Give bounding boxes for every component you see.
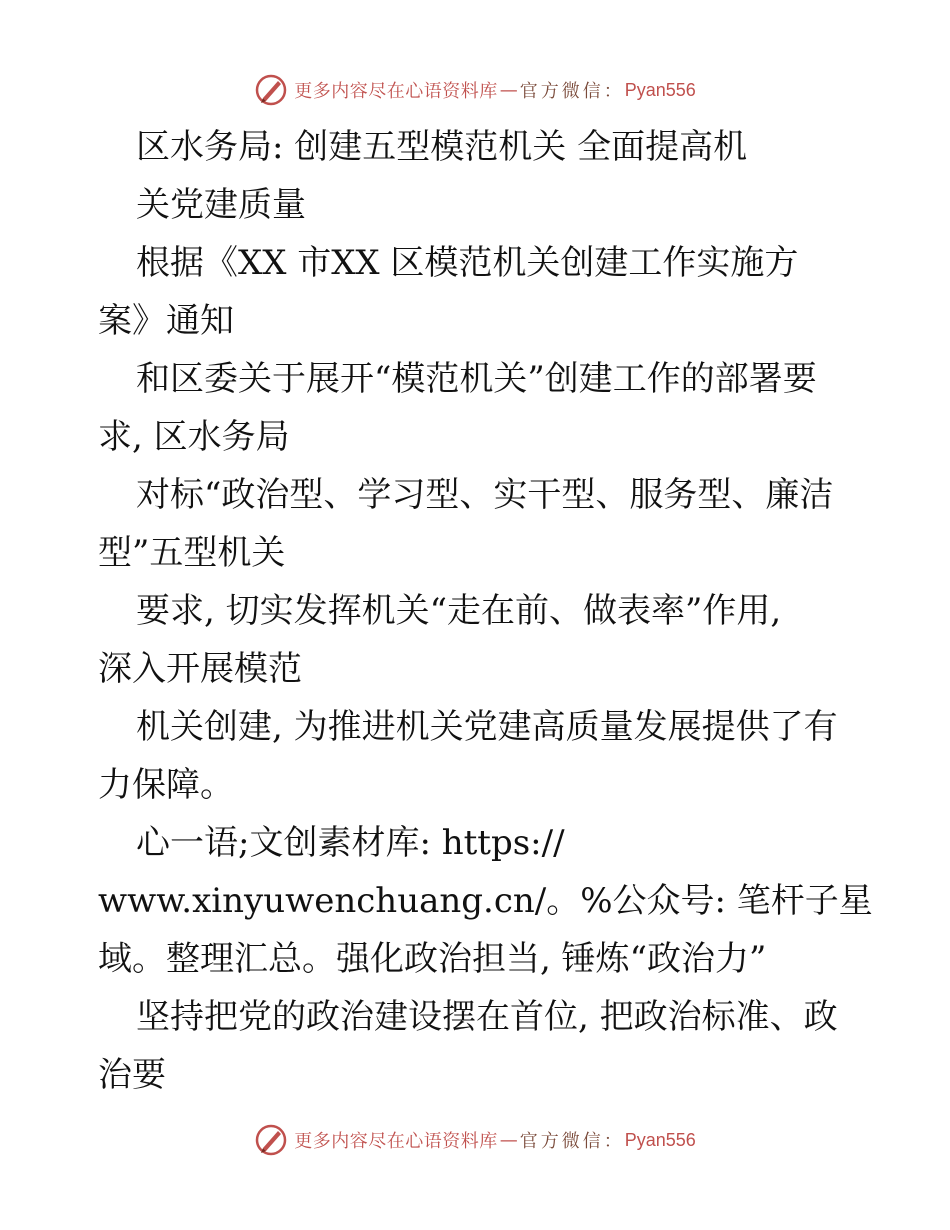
document-body	[98, 118, 873, 1104]
watermark-brand: 更多内容尽在心语资料库	[294, 1131, 498, 1152]
watermark-official-label: 官方微信：	[519, 1131, 625, 1152]
paragraph-line: 坚持把党的政治建设摆在首位, 把政治标准、政	[136, 997, 838, 1037]
paragraph-line: 对标“政治型、学习型、实干型、服务型、廉洁	[136, 475, 834, 515]
paragraph-line: 求, 区水务局	[98, 417, 290, 457]
paragraph-line: 治要	[98, 1055, 166, 1095]
watermark-official-label: 官方微信：	[519, 81, 625, 102]
watermark-dash: —	[499, 1129, 518, 1151]
paragraph-line: 机关创建, 为推进机关党建高质量发展提供了有	[136, 707, 838, 747]
watermark-dash: —	[499, 79, 518, 101]
paragraph-line: 根据《XX 市XX 区模范机关创建工作实施方	[136, 243, 799, 283]
watermark-wechat-id: Pyan556	[624, 1129, 696, 1150]
title-line-2: 关党建质量	[136, 185, 306, 225]
watermark-brand: 更多内容尽在心语资料库	[294, 81, 498, 102]
pen-logo-icon	[254, 73, 288, 107]
pen-logo-icon	[254, 1123, 288, 1157]
paragraph-line: 要求, 切实发挥机关“走在前、做表率”作用,	[136, 591, 782, 631]
paragraph-line: 和区委关于展开“模范机关”创建工作的部署要	[136, 359, 817, 399]
paragraph-line: 深入开展模范	[98, 649, 302, 689]
header-watermark	[0, 70, 950, 110]
watermark-wechat-id: Pyan556	[624, 79, 696, 100]
paragraph-line: 型”五型机关	[98, 533, 286, 573]
title-line-1: 区水务局: 创建五型模范机关 全面提高机	[136, 127, 748, 167]
paragraph-line: 力保障。	[98, 765, 234, 805]
paragraph-line: www.xinyuwenchuang.cn/。%公众号: 笔杆子星	[98, 881, 873, 921]
paragraph-line: 心一语;文创素材库: https://	[136, 823, 565, 863]
paragraph-line: 域。整理汇总。强化政治担当, 锤炼“政治力”	[98, 939, 767, 979]
paragraph-line: 案》通知	[98, 301, 234, 341]
footer-watermark	[0, 1120, 950, 1160]
